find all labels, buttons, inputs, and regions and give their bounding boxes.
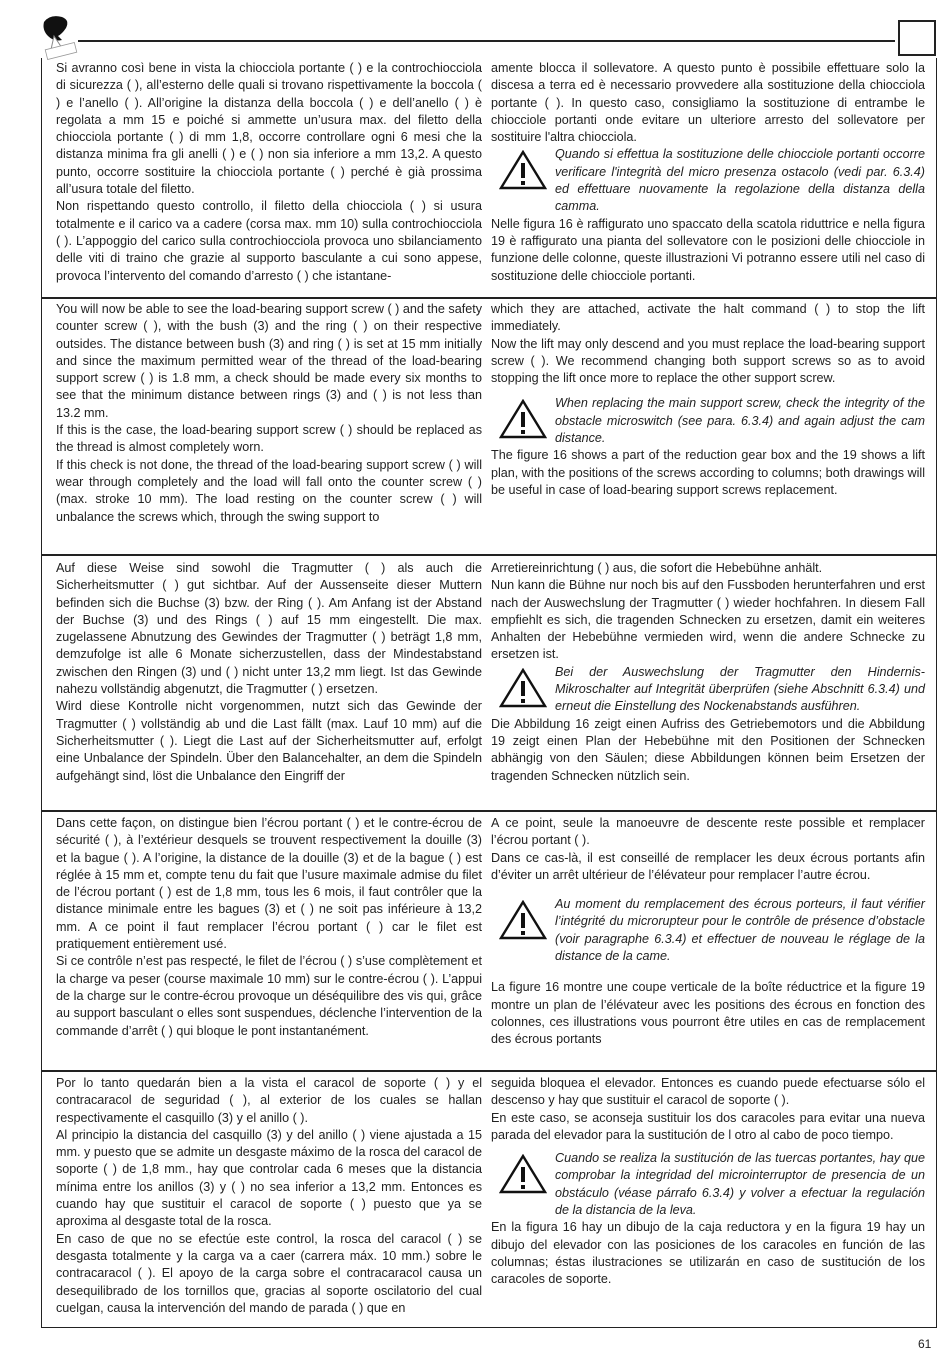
warning-block [491, 1150, 925, 1219]
paragraph: Al principio la distancia del casquillo (3) y del anillo ( ) viene ajustada a 15 mm. y puesto que se admite un desgaste máximo de la rosca del caracol de soporte ( ) de 1,8 mm., hay que controlar cada 6 meses que la distancia mínima entre los anillos (3) y ( ) no sea inferior a 13,2 mm. Entonces es cuando hay que sustituir el caracol de soporte ( ) puesto que ya se aproxima al desgaste total de la rosca. [56, 1127, 482, 1229]
warning-triangle-icon [499, 399, 547, 439]
right-column [491, 301, 925, 499]
paragraph: La figure 16 montre une coupe verticale de la boîte réductrice et la figure 19 montre un plan de l’élévateur avec les positions des écrous en fonction des colonnes, ces illustrations vous pourront être utiles en cas de remplacement des écrous portants [491, 980, 925, 1047]
paragraph: Dans cette façon, on distingue bien l’écrou portant ( ) et le contre-écrou de sécurité ( ), à l’extérieur desquels se trouvent respectivement la douille (3) et la bague ( ). A l’origine, la distance de la douille (3) et de la bague ( ) est réglée à 15 mm et, compte tenu du fait que l’usure maximale admise du filet de l’écrou portant ( ) est de 1,8 mm, tous les 6 mois, il faut contrôler que la distance minimale entre les bagues (3) et ( ) ne soit pas inférieure à 13,2 mm. A ce point il faut remplacer l’écrou portant ( ) car le filet est pratiquement entièrement usé. [56, 816, 482, 952]
paragraph: En caso de que no se efectúe este control, la rosca del caracol ( ) se desgasta totalmente y la carga va a caer (carrera máx. 10 mm.) sobre le contracaracol ( ). El apoyo de la carga sobre el contracaracol causa un desequilibrado de los tornillos que, gracias al soporte oscilatorio del cual cuelgan, causa la intervención del mando de parada ( ) que en [56, 1231, 482, 1315]
warning-triangle-icon [499, 900, 547, 940]
paragraph: which they are attached, activate the halt command ( ) to stop the lift immediately. [491, 302, 925, 334]
paragraph: Now the lift may only descend and you must replace the load-bearing support screw ( ). We recommend changing both support screws so as to avoid stopping the lift once more to replace the other support screw. [491, 336, 925, 386]
section-divider [41, 297, 937, 299]
section-divider [41, 554, 937, 556]
paragraph: Nelle figura 16 è raffigurato uno spaccato della scatola riduttrice e nella figura 19 è raffigurato una pianta del sollevatore con le posizioni delle chiocciole in funzione delle colonne, queste illustrazioni Vi potranno essere utili nel caso di sostituzione delle chiocciole portanti. [491, 216, 925, 283]
warning-text: Quando si effettua la sostituzione delle chiocciole portanti occorre verificare l'integrità del micro presenza ostacolo (vedi par. 6.3.4) ed effettuare nuovamente la regolazione della distanza della camma. [555, 147, 925, 214]
paragraph: Wird diese Kontrolle nicht vorgenommen, nutzt sich das Gewinde der Tragmutter ( ) vollständig ab und die Last fällt (max. Lauf 10 mm) auf die Sicherheitsmutter ( ). Liegt die Last auf der Sicherheitsmutter auf, erfolgt eine Unbalance der Spindeln. Über den Balancehalter, an dem die Spindeln aufgehängt sind, löst die Unbalance den Eingriff der [56, 699, 482, 783]
warning-text: When replacing the main support screw, check the integrity of the obstacle microswitch (see para. 6.3.4) and again adjust the cam distance. [555, 396, 925, 446]
warning-text: Cuando se realiza la sustitución de las tuercas portantes, hay que comprobar la integridad del microinterruptor de presencia de un obstáculo (véase párrafo 6.3.4) y volver a efectuar la regulación de la distancia de la leva. [555, 1151, 925, 1218]
paragraph: You will now be able to see the load-bearing support screw ( ) and the safety counter screw ( ), with the bush (3) and the ring ( ) on their respective outsides. The distance between bush (3) and ring ( ) is set at 15 mm initially and since the maximum permitted wear of the thread of the load-bearing support screw ( ) is 1.8 mm, a check should be made every six months to see that the minimum distance between rings (3) and ( ) is not less than 13.2 mm. [56, 302, 482, 420]
page-number: 61 [918, 1337, 932, 1351]
paragraph: Dans ce cas-là, il est conseillé de remplacer les deux écrous portants afin d’éviter un arrêt ultérieur de l’élévateur pour remplacer l’autre écrou. [491, 850, 925, 882]
paragraph: If this check is not done, the thread of the load-bearing support screw ( ) will wear through completely and the load will fall onto the counter screw ( ) (max. stroke 10 mm). The load resting on the counter screw ( ) will unbalance the screws which, through the swing support to [56, 457, 482, 524]
paragraph: Si ce contrôle n’est pas respecté, le filet de l’écrou ( ) s’use complètement et la charge va peser (course maximale 10 mm) sur le contre-écrou ( ). L’appui de la charge sur le contre-écrou provoque un déséquilibre des vis qui, grâce au support basculant o elles sont suspendues, déclenche l’intervention de la commande d’arrêt ( ) qui bloque le pont instantanément. [56, 954, 482, 1038]
paragraph: If this is the case, the load-bearing support screw ( ) should be replaced as the thread is almost completely worn. [56, 423, 482, 455]
warning-triangle-icon [499, 150, 547, 190]
left-column [56, 60, 482, 285]
paragraph: amente blocca il sollevatore. A questo punto è possibile effettuare solo la discesa a terra ed è necessario provvedere alla sostituzione della chiocciola portante ( ). In questo caso, consigliamo la sostituzione di entrambe le chiocciole portanti onde evitare un ulteriore arresto del sollevatore per sostituire l'altra chiocciola. [491, 61, 925, 145]
paragraph: Auf diese Weise sind sowohl die Tragmutter ( ) als auch die Sicherheitsmutter ( ) gut sichtbar. Auf der Aussenseite dieser Muttern befinden sich die Buchse (3) bzw. der Ring ( ). Am Anfang ist der Abstand der Buchse (3) und des Rings ( ) auf 15 mm eingestellt. Die max. zugelassene Abnutzung des Gewindes der Tragmutter ( ) beträgt 1,8 mm, demzufolge ist alle 6 Monate sicherzustellen, dass der Mindestabstand zwischen den Ringen (3) und ( ) nicht unter 13,2 mm liegt. Ist das Gewinde nahezu vollständig abgenutzt, die Tragmutter ( ) ersetzen. [56, 561, 482, 697]
left-column [56, 1075, 482, 1317]
right-column [491, 560, 925, 785]
warning-block [491, 896, 925, 965]
paragraph: Si avranno così bene in vista la chiocciola portante ( ) e la controchiocciola di sicurezza ( ), all’esterno delle quali si trovano rispettivamente la boccola ( ) e l’anello ( ). All’origine la distanza della boccola ( ) e dell’anello ( ) è regolata a mm 15 e poiché si ammette un’usura max. del filetto della chiocciola portante ( ) di mm 1,8, occorre controllare ogni 6 mesi che la distanza minima fra gli anelli ( ) e ( ) non sia inferiore a mm 13,2. A questo punto, occorre sostituire la chiocciola portante ( ) perché è già prossima all’usura totale del filetto. [56, 61, 482, 197]
section-divider [41, 810, 937, 812]
paragraph: A ce point, seule la manoeuvre de descente reste possible et remplacer l’écrou portant ( ). [491, 816, 925, 848]
paragraph: seguida bloquea el elevador. Entonces es cuando puede efectuarse sólo el descenso y hay que sustituir el caracol de soporte ( ). [491, 1076, 925, 1108]
left-column [56, 301, 482, 526]
warning-text: Au moment du remplacement des écrous porteurs, il faut vérifier l’intégrité du microrupteur pour le contrôle de présence d’obstacle (voir paragraphe 6.3.4) et effectuer de nouveau le réglage de la distance de la came. [555, 897, 925, 964]
left-column [56, 815, 482, 1040]
brand-logo-icon [40, 14, 82, 60]
header-rule [78, 40, 895, 42]
paragraph: Die Abbildung 16 zeigt einen Aufriss des Getriebemotors und die Abbildung 19 zeigt einen Plan der Hebebühne mit den Positionen der Schnecken abhängig von den Säulen; diese Abbildungen können beim Ersetzen der tragenden Schnecken nützlich sein. [491, 716, 925, 783]
right-column [491, 815, 925, 1049]
warning-text: Bei der Auswechslung der Tragmutter den Hindernis-Mikroschalter auf Integrität überprüfen (siehe Abschnitt 6.3.4) und erneut die Einstellung des Nockenabstands ausführen. [555, 664, 925, 714]
warning-block [491, 146, 925, 215]
paragraph: Non rispettando questo controllo, il filetto della chiocciola ( ) si usura totalmente e il carico va a cadere (corsa max. mm 10) sulla controchiocciola ( ). L’appoggio del carico sulla controchiocciola provoca uno sbilanciamento delle viti di traino che grazie al supporto basculante a cui sono appese, provoca l’intervento del comando d’arresto ( ) che istantane- [56, 199, 482, 283]
paragraph: Nun kann die Bühne nur noch bis auf den Fussboden herunterfahren und erst nach der Auswechslung der Tragmutter ( ) wieder hochfahren. In diesem Fall empfiehlt es sich, die tragenden Schnecken zu ersetzen, damit ein weiteres Anhalten der Hebebühne vermieden wird, wenn die andere Schnecke zu ersetzen ist. [491, 578, 925, 662]
right-column [491, 1075, 925, 1289]
right-column [491, 60, 925, 285]
paragraph: The figure 16 shows a part of the reduction gear box and the 19 shows a lift plan, with the positions of the screws according to columns; both drawings will be useful in case of load-bearing support screws replacement. [491, 448, 925, 497]
paragraph: En este caso, se aconseja sustituir los dos caracoles para evitar una nueva parada del elevador para la sustitución de l otro al cabo de poco tiempo. [491, 1110, 925, 1142]
paragraph: En la figura 16 hay un dibujo de la caja reductora y en la figura 19 hay un dibujo del elevador con las posiciones de los caracoles en función de las columnas; éstas ilustraciones se utilizarán en caso de sustitución de los caracoles de soporte. [491, 1220, 925, 1287]
warning-triangle-icon [499, 1154, 547, 1194]
paragraph: Arretiereinrichtung ( ) aus, die sofort die Hebebühne anhält. [491, 561, 823, 575]
section-divider [41, 1070, 937, 1072]
left-column [56, 560, 482, 785]
warning-block [491, 395, 925, 447]
paragraph: Por lo tanto quedarán bien a la vista el caracol de soporte ( ) y el contracaracol de seguridad ( ), al exterior de los cuales se hallan respectivamente el casquillo (3) y el anillo ( ). [56, 1076, 482, 1125]
warning-block [491, 664, 925, 716]
warning-triangle-icon [499, 668, 547, 708]
header-page-box [898, 20, 936, 56]
